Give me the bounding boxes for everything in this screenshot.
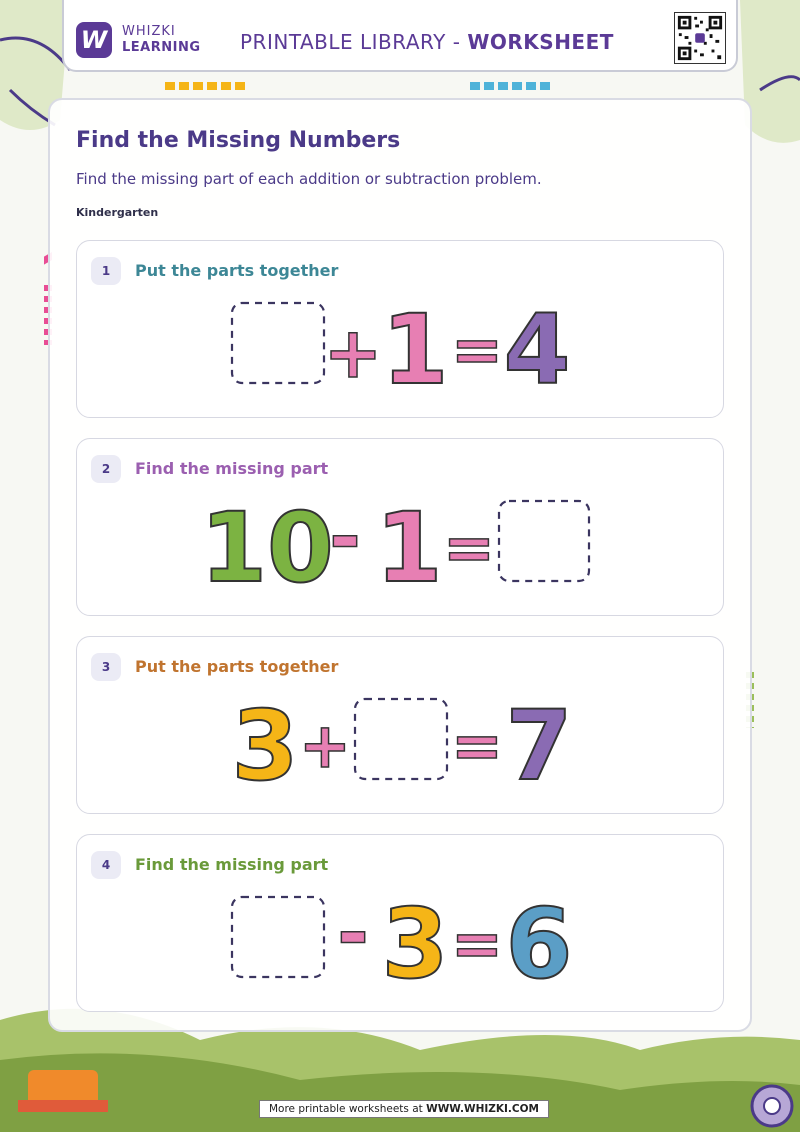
operator-minus: - (337, 888, 369, 977)
problem-label: Put the parts together (135, 657, 339, 676)
answer-box-left[interactable] (232, 897, 324, 977)
number-middle: 3 (381, 888, 449, 1000)
problem-number-badge: 4 (91, 851, 121, 879)
number-result: 4 (503, 294, 571, 406)
equals-sign: = (451, 313, 503, 386)
grade-level: Kindergarten (76, 206, 159, 219)
number-left: 3 (231, 690, 299, 802)
number-result: 6 (505, 888, 573, 1000)
problem-number-badge: 3 (91, 653, 121, 681)
number-left: 10 (200, 492, 334, 604)
problem-card-1 (76, 240, 724, 418)
problem-label: Find the missing part (135, 855, 329, 874)
problem-label: Put the parts together (135, 261, 339, 280)
qr-code-icon[interactable] (674, 12, 726, 64)
problem-label: Find the missing part (135, 459, 329, 478)
footer-prefix: More printable worksheets at (268, 1103, 427, 1115)
operator-plus: + (299, 709, 351, 782)
equals-sign: = (443, 511, 495, 584)
page-header (62, 0, 738, 72)
header-title-emphasis: WORKSHEET (467, 30, 614, 54)
worksheet-title: Find the Missing Numbers (76, 128, 401, 153)
logo-text-whizki: WHIZKI (122, 24, 176, 39)
answer-box-result[interactable] (499, 501, 589, 581)
number-middle: 1 (375, 492, 443, 604)
problem-number-badge: 1 (91, 257, 121, 285)
operator-plus: + (323, 312, 383, 394)
header-title-prefix: PRINTABLE LIBRARY - (240, 30, 468, 54)
equation-1 (77, 291, 725, 411)
equation-4 (77, 885, 725, 1005)
problem-number-badge: 2 (91, 455, 121, 483)
whizki-logo-icon: W (76, 22, 112, 58)
problem-card-4 (76, 834, 724, 1012)
equals-sign: = (451, 907, 503, 980)
equals-sign: = (451, 709, 503, 782)
equation-2 (77, 489, 725, 609)
number-result: 7 (505, 690, 573, 802)
answer-box-left[interactable] (232, 303, 324, 383)
number-middle: 1 (381, 294, 449, 406)
operator-minus: - (329, 492, 361, 581)
equation-3 (77, 687, 725, 807)
footer-website-link[interactable]: WWW.WHIZKI.COM (426, 1103, 539, 1115)
problem-card-3 (76, 636, 724, 814)
answer-box-middle[interactable] (355, 699, 447, 779)
footer-link-bar (259, 1100, 549, 1118)
logo-text-learning: LEARNING (122, 40, 201, 55)
worksheet-subtitle: Find the missing part of each addition or subtraction problem. (76, 170, 542, 188)
header-title (240, 30, 614, 54)
problem-card-2 (76, 438, 724, 616)
